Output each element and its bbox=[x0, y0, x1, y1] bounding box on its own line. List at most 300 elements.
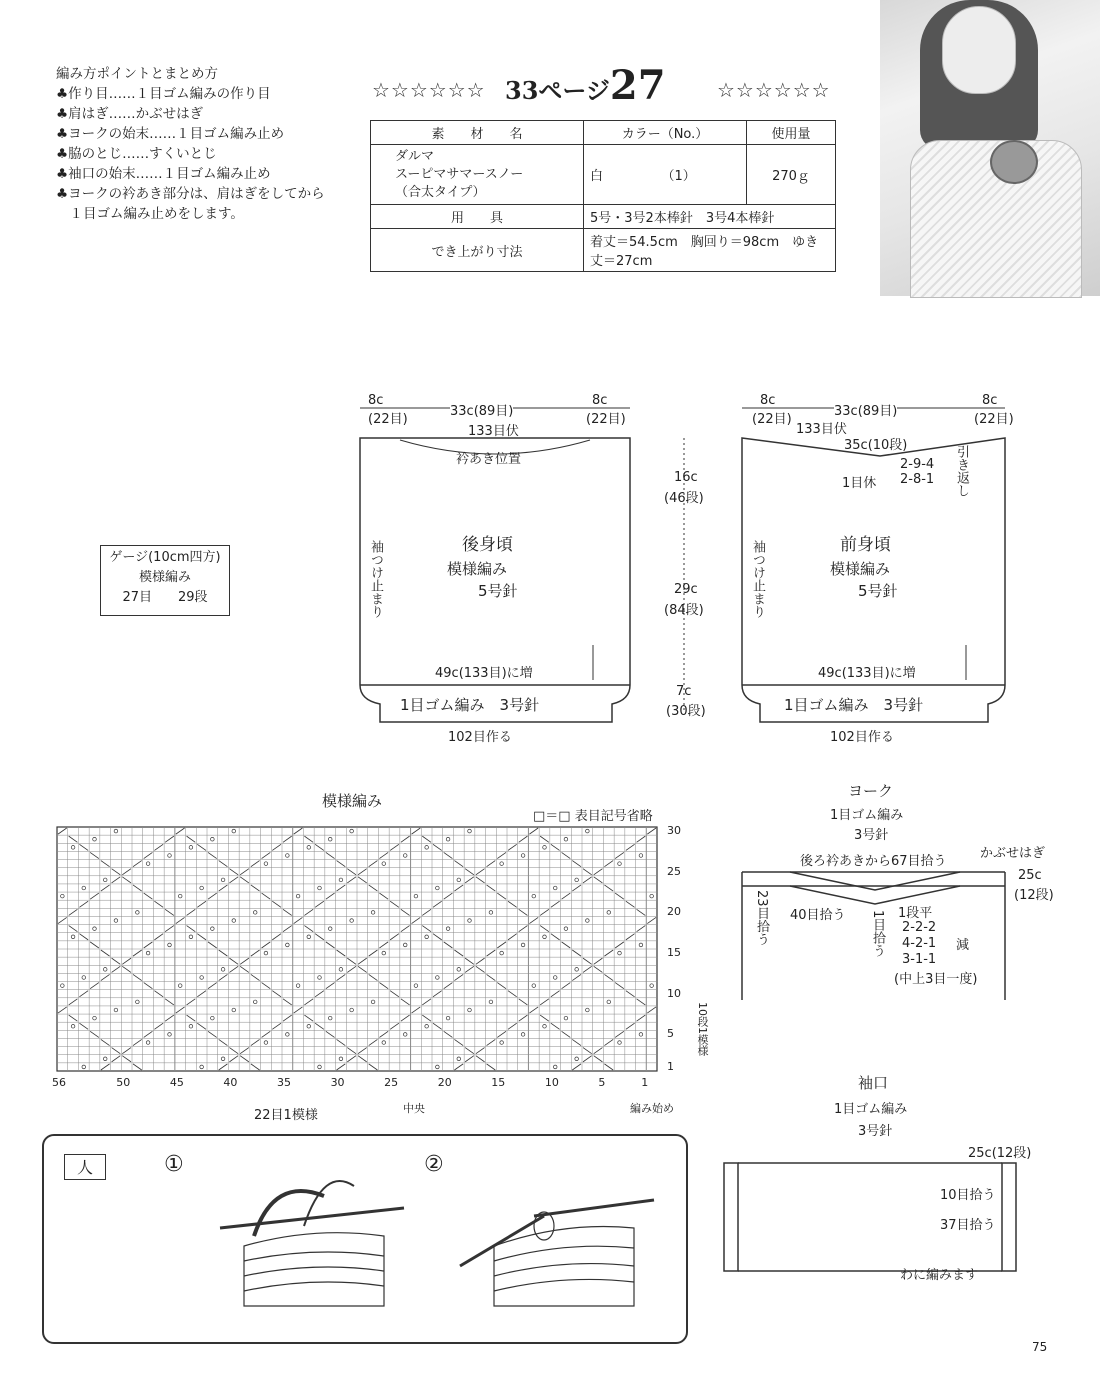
chart-title: 模様編み bbox=[322, 792, 383, 810]
yarn-over-symbol bbox=[200, 886, 204, 890]
yarn-over-symbol bbox=[189, 1024, 193, 1028]
lace-stitch-symbol bbox=[551, 934, 560, 940]
lace-stitch-symbol bbox=[465, 1048, 474, 1054]
lace-stitch-symbol bbox=[358, 877, 367, 883]
lace-stitch-symbol bbox=[562, 942, 571, 948]
lace-stitch-symbol bbox=[240, 1056, 249, 1062]
yarn-over-symbol bbox=[296, 984, 300, 988]
lace-stitch-symbol bbox=[572, 950, 581, 956]
col-label: 15 bbox=[491, 1076, 506, 1089]
lace-stitch-symbol bbox=[101, 950, 110, 956]
lace-stitch-symbol bbox=[219, 1039, 228, 1045]
yarn-over-symbol bbox=[618, 1041, 622, 1045]
front-top-left: 8c bbox=[760, 393, 776, 408]
lace-stitch-symbol bbox=[347, 869, 356, 875]
lace-stitch-symbol bbox=[487, 950, 496, 956]
lace-stitch-symbol bbox=[626, 844, 635, 850]
lace-stitch-symbol bbox=[337, 1064, 346, 1070]
height-2: 29c bbox=[674, 582, 698, 597]
lace-stitch-symbol bbox=[144, 983, 153, 989]
yarn-over-symbol bbox=[468, 1008, 472, 1012]
front-top-mid: 33c(89目) bbox=[834, 400, 897, 419]
yarn-over-symbol bbox=[586, 1008, 590, 1012]
lace-stitch-symbol bbox=[90, 983, 99, 989]
lace-stitch-symbol bbox=[358, 966, 367, 972]
lace-stitch-symbol bbox=[412, 1007, 421, 1013]
yoke-pick-back: 後ろ衿あきから67目拾う bbox=[800, 854, 947, 869]
yarn-over-symbol bbox=[307, 1024, 311, 1028]
lace-stitch-symbol bbox=[519, 1015, 528, 1021]
lace-stitch-symbol bbox=[454, 861, 463, 867]
yarn-over-symbol bbox=[371, 1000, 375, 1004]
lace-stitch-symbol bbox=[379, 983, 388, 989]
front-top-right-sts: (22目) bbox=[974, 412, 1014, 427]
lace-stitch-symbol bbox=[604, 1039, 613, 1045]
lace-stitch-symbol bbox=[647, 917, 656, 923]
col-label: 45 bbox=[169, 1076, 184, 1089]
yoke-dec-1: 2-2-2 bbox=[902, 920, 937, 935]
lace-stitch-symbol bbox=[401, 999, 410, 1005]
lace-stitch-symbol bbox=[604, 885, 613, 891]
lace-stitch-symbol bbox=[122, 1048, 131, 1054]
yarn-over-symbol bbox=[521, 854, 525, 858]
row-label: 15 bbox=[667, 946, 681, 959]
row-label: 30 bbox=[667, 824, 681, 837]
lace-stitch-symbol bbox=[626, 991, 635, 997]
height-3-rows: (30段) bbox=[666, 704, 706, 719]
cuff-sub2: 3号針 bbox=[858, 1124, 893, 1139]
lace-stitch-symbol bbox=[112, 958, 121, 964]
chart-row-labels bbox=[667, 826, 687, 1074]
step-2-illustration bbox=[454, 1166, 664, 1316]
lace-stitch-symbol bbox=[594, 958, 603, 964]
col-label: 30 bbox=[330, 1076, 345, 1089]
lace-stitch-symbol bbox=[219, 861, 228, 867]
lace-stitch-symbol bbox=[540, 836, 549, 842]
cuff-pick-2: 37目拾う bbox=[940, 1218, 996, 1233]
lace-stitch-symbol bbox=[208, 1031, 217, 1037]
front-needle: 5号針 bbox=[858, 582, 898, 600]
front-increase: 49c(133目)に増 bbox=[818, 666, 916, 681]
yarn-over-symbol bbox=[328, 1016, 332, 1020]
yarn-over-symbol bbox=[286, 854, 290, 858]
yarn-over-symbol bbox=[232, 919, 236, 923]
lace-stitch-symbol bbox=[369, 950, 378, 956]
lace-stitch-symbol bbox=[594, 869, 603, 875]
front-turn: 引き返し bbox=[954, 445, 969, 497]
lace-stitch-symbol bbox=[101, 1039, 110, 1045]
yarn-over-symbol bbox=[500, 1041, 504, 1045]
lace-stitch-symbol bbox=[122, 966, 131, 972]
yarn-over-symbol bbox=[650, 984, 654, 988]
lace-stitch-symbol bbox=[90, 1031, 99, 1037]
yarn-over-symbol bbox=[382, 951, 386, 955]
lace-stitch-symbol bbox=[529, 917, 538, 923]
lace-stitch-symbol bbox=[154, 934, 163, 940]
lace-stitch-symbol bbox=[283, 836, 292, 842]
lace-stitch-symbol bbox=[637, 1015, 646, 1021]
yarn-over-symbol bbox=[328, 927, 332, 931]
yarn-over-symbol bbox=[436, 1065, 440, 1069]
lace-stitch-symbol bbox=[476, 1048, 485, 1054]
lace-stitch-symbol bbox=[347, 877, 356, 883]
lace-stitch-symbol bbox=[304, 926, 313, 932]
back-neck-pos: 衿あき位置 bbox=[456, 452, 522, 467]
lace-stitch-symbol bbox=[551, 1023, 560, 1029]
lace-stitch-symbol bbox=[208, 942, 217, 948]
yarn-over-symbol bbox=[543, 1024, 547, 1028]
lace-stitch-symbol bbox=[647, 828, 656, 834]
lace-stitch-symbol bbox=[369, 1039, 378, 1045]
header-amount: 使用量 bbox=[747, 121, 836, 145]
lace-stitch-symbol bbox=[562, 893, 571, 899]
lace-stitch-symbol bbox=[304, 836, 313, 842]
lace-stitch-symbol bbox=[347, 958, 356, 964]
yarn-over-symbol bbox=[371, 911, 375, 915]
yarn-over-symbol bbox=[436, 886, 440, 890]
lace-stitch-symbol bbox=[626, 901, 635, 907]
lace-stitch-symbol bbox=[583, 877, 592, 883]
front-dec-2: 2-8-1 bbox=[900, 472, 935, 487]
yarn-over-symbol bbox=[318, 976, 322, 980]
yarn-over-symbol bbox=[286, 1033, 290, 1037]
lace-stitch-symbol bbox=[197, 934, 206, 940]
yarn-over-symbol bbox=[382, 1041, 386, 1045]
lace-stitch-symbol bbox=[358, 958, 367, 964]
yarn-over-symbol bbox=[575, 968, 579, 972]
lace-stitch-symbol bbox=[122, 869, 131, 875]
lace-stitch-symbol bbox=[229, 1048, 238, 1054]
lace-stitch-symbol bbox=[433, 901, 442, 907]
lace-stitch-symbol bbox=[326, 852, 335, 858]
back-pattern: 模様編み bbox=[447, 560, 508, 578]
yarn-over-symbol bbox=[586, 829, 590, 833]
lace-stitch-symbol bbox=[604, 861, 613, 867]
lace-stitch-symbol bbox=[240, 869, 249, 875]
yarn-over-symbol bbox=[93, 837, 97, 841]
lace-stitch-symbol bbox=[358, 1048, 367, 1054]
yarn-over-symbol bbox=[457, 878, 461, 882]
yarn-over-symbol bbox=[532, 984, 536, 988]
lace-stitch-symbol bbox=[572, 861, 581, 867]
lace-stitch-symbol bbox=[337, 861, 346, 867]
back-cast-on: 102目作る bbox=[448, 730, 512, 745]
lace-stitch-symbol bbox=[497, 983, 506, 989]
lace-stitch-symbol bbox=[101, 861, 110, 867]
yarn-over-symbol bbox=[264, 951, 268, 955]
lace-stitch-symbol bbox=[594, 1056, 603, 1062]
lace-stitch-symbol bbox=[433, 934, 442, 940]
points-item: ♣ヨークの衿あき部分は、肩はぎをしてから bbox=[56, 186, 325, 202]
front-cast-on: 102目作る bbox=[830, 730, 894, 745]
material-name: ダルマ スーピマサマースノー （合太タイプ） bbox=[371, 145, 584, 205]
lace-stitch-symbol bbox=[154, 1023, 163, 1029]
lace-stitch-symbol bbox=[240, 958, 249, 964]
yoke-title: ヨーク bbox=[848, 782, 894, 800]
yarn-over-symbol bbox=[457, 968, 461, 972]
cuff-height: 25c(12段) bbox=[968, 1146, 1032, 1161]
lace-stitch-symbol bbox=[154, 901, 163, 907]
lace-stitch-symbol bbox=[304, 909, 313, 915]
yarn-over-symbol bbox=[543, 846, 547, 850]
lace-stitch-symbol bbox=[229, 877, 238, 883]
yarn-over-symbol bbox=[403, 1033, 407, 1037]
yarn-over-symbol bbox=[136, 911, 140, 915]
lace-stitch-symbol bbox=[90, 942, 99, 948]
lace-stitch-symbol bbox=[476, 966, 485, 972]
yoke-dec-3: 3-1-1 bbox=[902, 952, 937, 967]
yarn-over-symbol bbox=[521, 943, 525, 947]
lace-stitch-symbol bbox=[219, 974, 228, 980]
lace-stitch-symbol bbox=[272, 991, 281, 997]
front-top-left-sts: (22目) bbox=[752, 412, 792, 427]
yarn-over-symbol bbox=[339, 968, 343, 972]
yarn-over-symbol bbox=[146, 862, 150, 866]
lace-stitch-symbol bbox=[251, 974, 260, 980]
chart-start: 編み始め bbox=[630, 1102, 674, 1115]
lace-stitch-symbol bbox=[572, 1064, 581, 1070]
yoke-front-pick: 40目拾う bbox=[790, 908, 846, 923]
lace-stitch-symbol bbox=[497, 1031, 506, 1037]
chart-col-labels bbox=[52, 1076, 676, 1092]
yarn-over-symbol bbox=[221, 1057, 225, 1061]
yarn-over-symbol bbox=[168, 854, 172, 858]
lace-stitch-symbol bbox=[133, 885, 142, 891]
col-label: 10 bbox=[544, 1076, 559, 1089]
back-increase: 49c(133目)に増 bbox=[435, 666, 533, 681]
yarn-over-symbol bbox=[425, 846, 429, 850]
lace-stitch-symbol bbox=[637, 836, 646, 842]
lace-stitch-symbol bbox=[101, 974, 110, 980]
lace-stitch-symbol bbox=[229, 869, 238, 875]
row-label: 25 bbox=[667, 864, 681, 878]
lace-stitch-symbol bbox=[369, 885, 378, 891]
lace-stitch-symbol bbox=[154, 991, 163, 997]
material-color: 白 （1） bbox=[584, 145, 747, 205]
lace-stitch-symbol bbox=[476, 869, 485, 875]
lace-stitch-symbol bbox=[401, 1015, 410, 1021]
yoke-flat: 1段平 bbox=[898, 906, 933, 921]
lace-stitch-symbol bbox=[422, 909, 431, 915]
lace-stitch-symbol bbox=[379, 1031, 388, 1037]
yarn-over-symbol bbox=[93, 1016, 97, 1020]
lace-stitch-symbol bbox=[465, 877, 474, 883]
lace-stitch-symbol bbox=[122, 958, 131, 964]
lace-stitch-symbol bbox=[540, 926, 549, 932]
lace-stitch-symbol bbox=[390, 934, 399, 940]
yarn-over-symbol bbox=[71, 846, 75, 850]
chart-repeat: 22目1模様 bbox=[254, 1108, 318, 1123]
lace-stitch-symbol bbox=[562, 1031, 571, 1037]
lace-stitch-symbol bbox=[58, 828, 67, 834]
material-amount: 270ｇ bbox=[747, 145, 836, 205]
yoke-sub2: 3号針 bbox=[854, 828, 889, 843]
lace-stitch-symbol bbox=[626, 1023, 635, 1029]
step-1-illustration bbox=[214, 1166, 414, 1316]
front-pattern: 模様編み bbox=[830, 560, 891, 578]
lace-stitch-symbol bbox=[326, 893, 335, 899]
lace-stitch-symbol bbox=[390, 1023, 399, 1029]
lace-stitch-symbol bbox=[583, 869, 592, 875]
lace-stitch-symbol bbox=[112, 1048, 121, 1054]
lace-stitch-symbol bbox=[133, 861, 142, 867]
lace-stitch-symbol bbox=[144, 893, 153, 899]
lace-stitch-symbol bbox=[79, 934, 88, 940]
lace-stitch-symbol bbox=[337, 885, 346, 891]
yarn-over-symbol bbox=[553, 1065, 557, 1069]
cuff-right-band bbox=[1002, 1163, 1016, 1271]
points-item: ♣袖口の始末……１目ゴム編み止め bbox=[56, 166, 271, 182]
yarn-over-symbol bbox=[414, 894, 418, 898]
lace-stitch-symbol bbox=[487, 1039, 496, 1045]
lace-stitch-symbol bbox=[604, 1064, 613, 1070]
lace-stitch-symbol bbox=[176, 828, 185, 834]
lace-stitch-symbol bbox=[262, 893, 271, 899]
lace-stitch-symbol bbox=[401, 836, 410, 842]
lace-stitch-symbol bbox=[615, 942, 624, 948]
yarn-over-symbol bbox=[189, 935, 193, 939]
points-heading: 編み方ポイントとまとめ方 bbox=[56, 66, 218, 82]
lace-stitch-symbol bbox=[358, 1056, 367, 1062]
lace-stitch-symbol bbox=[583, 1056, 592, 1062]
yarn-over-symbol bbox=[350, 919, 354, 923]
lace-stitch-symbol bbox=[79, 901, 88, 907]
cuff-round: わに編みます bbox=[900, 1268, 979, 1283]
lace-stitch-symbol bbox=[487, 974, 496, 980]
lace-stitch-symbol bbox=[337, 950, 346, 956]
yarn-over-symbol bbox=[264, 1041, 268, 1045]
lace-stitch-symbol bbox=[476, 877, 485, 883]
row-label: 5 bbox=[667, 1027, 674, 1041]
yarn-over-symbol bbox=[639, 1033, 643, 1037]
lace-stitch-symbol bbox=[187, 999, 196, 1005]
yarn-over-symbol bbox=[253, 1000, 257, 1004]
lace-stitch-symbol bbox=[369, 1064, 378, 1070]
yoke-mid-pick: 1目拾う bbox=[870, 910, 885, 958]
lace-stitch-symbol bbox=[208, 852, 217, 858]
yarn-over-symbol bbox=[650, 894, 654, 898]
lace-stitch-symbol bbox=[208, 983, 217, 989]
lace-stitch-symbol bbox=[454, 950, 463, 956]
yarn-over-symbol bbox=[639, 854, 643, 858]
lace-stitch-symbol bbox=[454, 1039, 463, 1045]
lace-stitch-symbol bbox=[133, 1039, 142, 1045]
yarn-over-symbol bbox=[436, 976, 440, 980]
lace-stitch-symbol bbox=[379, 893, 388, 899]
lace-stitch-symbol bbox=[272, 934, 281, 940]
lace-stitch-symbol bbox=[562, 983, 571, 989]
lace-stitch-symbol bbox=[369, 861, 378, 867]
lace-stitch-symbol bbox=[315, 991, 324, 997]
yarn-over-symbol bbox=[564, 837, 568, 841]
lace-stitch-symbol bbox=[497, 893, 506, 899]
lace-stitch-symbol bbox=[422, 836, 431, 842]
lace-stitch-symbol bbox=[551, 844, 560, 850]
yoke-left-pick: 23目拾う bbox=[754, 890, 769, 946]
back-rib: 1目ゴム編み 3号針 bbox=[400, 696, 540, 714]
lace-stitch-symbol bbox=[412, 917, 421, 923]
lace-stitch-symbol bbox=[197, 1023, 206, 1029]
yarn-over-symbol bbox=[543, 935, 547, 939]
yarn-over-symbol bbox=[414, 984, 418, 988]
lace-stitch-symbol bbox=[187, 909, 196, 915]
lace-stitch-symbol bbox=[508, 1023, 517, 1029]
cuff-sub1: 1目ゴム編み bbox=[834, 1102, 908, 1117]
lace-stitch-symbol bbox=[326, 1031, 335, 1037]
yarn-over-symbol bbox=[200, 1065, 204, 1069]
col-label: 25 bbox=[384, 1076, 399, 1089]
yarn-over-symbol bbox=[168, 943, 172, 947]
yarn-over-symbol bbox=[211, 1016, 215, 1020]
lace-stitch-symbol bbox=[315, 1023, 324, 1029]
yarn-over-symbol bbox=[253, 911, 257, 915]
gauge-title: ゲージ(10cm四方) bbox=[109, 550, 221, 565]
header-material: 素 材 名 bbox=[371, 121, 584, 145]
col-label: 56 bbox=[52, 1076, 66, 1089]
lace-stitch-symbol bbox=[219, 1064, 228, 1070]
yarn-over-symbol bbox=[618, 862, 622, 866]
yarn-over-symbol bbox=[286, 943, 290, 947]
page-title: 33ページ27 bbox=[505, 62, 666, 109]
lace-stitch-symbol bbox=[540, 1015, 549, 1021]
header-color: カラー（No.） bbox=[584, 121, 747, 145]
lace-stitch-symbol bbox=[101, 885, 110, 891]
lace-stitch-symbol bbox=[122, 1056, 131, 1062]
stitch-chart bbox=[56, 826, 662, 1074]
yarn-over-symbol bbox=[532, 894, 536, 898]
yarn-over-symbol bbox=[189, 846, 193, 850]
row-label: 20 bbox=[667, 905, 681, 919]
lace-stitch-symbol bbox=[615, 983, 624, 989]
lace-stitch-symbol bbox=[326, 983, 335, 989]
lace-stitch-symbol bbox=[647, 1007, 656, 1013]
lace-stitch-symbol bbox=[551, 901, 560, 907]
lace-stitch-symbol bbox=[315, 934, 324, 940]
yarn-over-symbol bbox=[93, 927, 97, 931]
yarn-over-symbol bbox=[307, 935, 311, 939]
lace-stitch-symbol bbox=[379, 852, 388, 858]
col-label: 20 bbox=[437, 1076, 452, 1089]
lace-stitch-symbol bbox=[444, 893, 453, 899]
yarn-over-symbol bbox=[425, 1024, 429, 1028]
yoke-dec-label: 減 bbox=[956, 938, 970, 953]
lace-stitch-symbol bbox=[337, 974, 346, 980]
height-3: 7c bbox=[676, 684, 692, 699]
yarn-over-symbol bbox=[307, 846, 311, 850]
yoke-note: (中上3目一度) bbox=[894, 972, 978, 987]
yarn-over-symbol bbox=[575, 1057, 579, 1061]
gauge-pattern: 模様編み bbox=[138, 570, 191, 585]
yarn-over-symbol bbox=[232, 829, 236, 833]
yarn-over-symbol bbox=[61, 984, 65, 988]
lace-stitch-symbol bbox=[487, 885, 496, 891]
lace-stitch-symbol bbox=[69, 909, 78, 915]
lace-stitch-symbol bbox=[497, 852, 506, 858]
yarn-over-symbol bbox=[446, 837, 450, 841]
lace-stitch-symbol bbox=[401, 909, 410, 915]
lace-stitch-symbol bbox=[272, 844, 281, 850]
front-rib: 1目ゴム編み 3号針 bbox=[784, 696, 924, 714]
yarn-over-symbol bbox=[403, 854, 407, 858]
lace-stitch-symbol bbox=[251, 861, 260, 867]
lace-stitch-symbol bbox=[604, 974, 613, 980]
lace-stitch-symbol bbox=[572, 885, 581, 891]
yoke-height-rows: (12段) bbox=[1014, 888, 1054, 903]
points-item: ♣肩はぎ……かぶせはぎ bbox=[56, 106, 204, 122]
lace-stitch-symbol bbox=[433, 1023, 442, 1029]
lace-stitch-symbol bbox=[626, 934, 635, 940]
yarn-over-symbol bbox=[446, 927, 450, 931]
